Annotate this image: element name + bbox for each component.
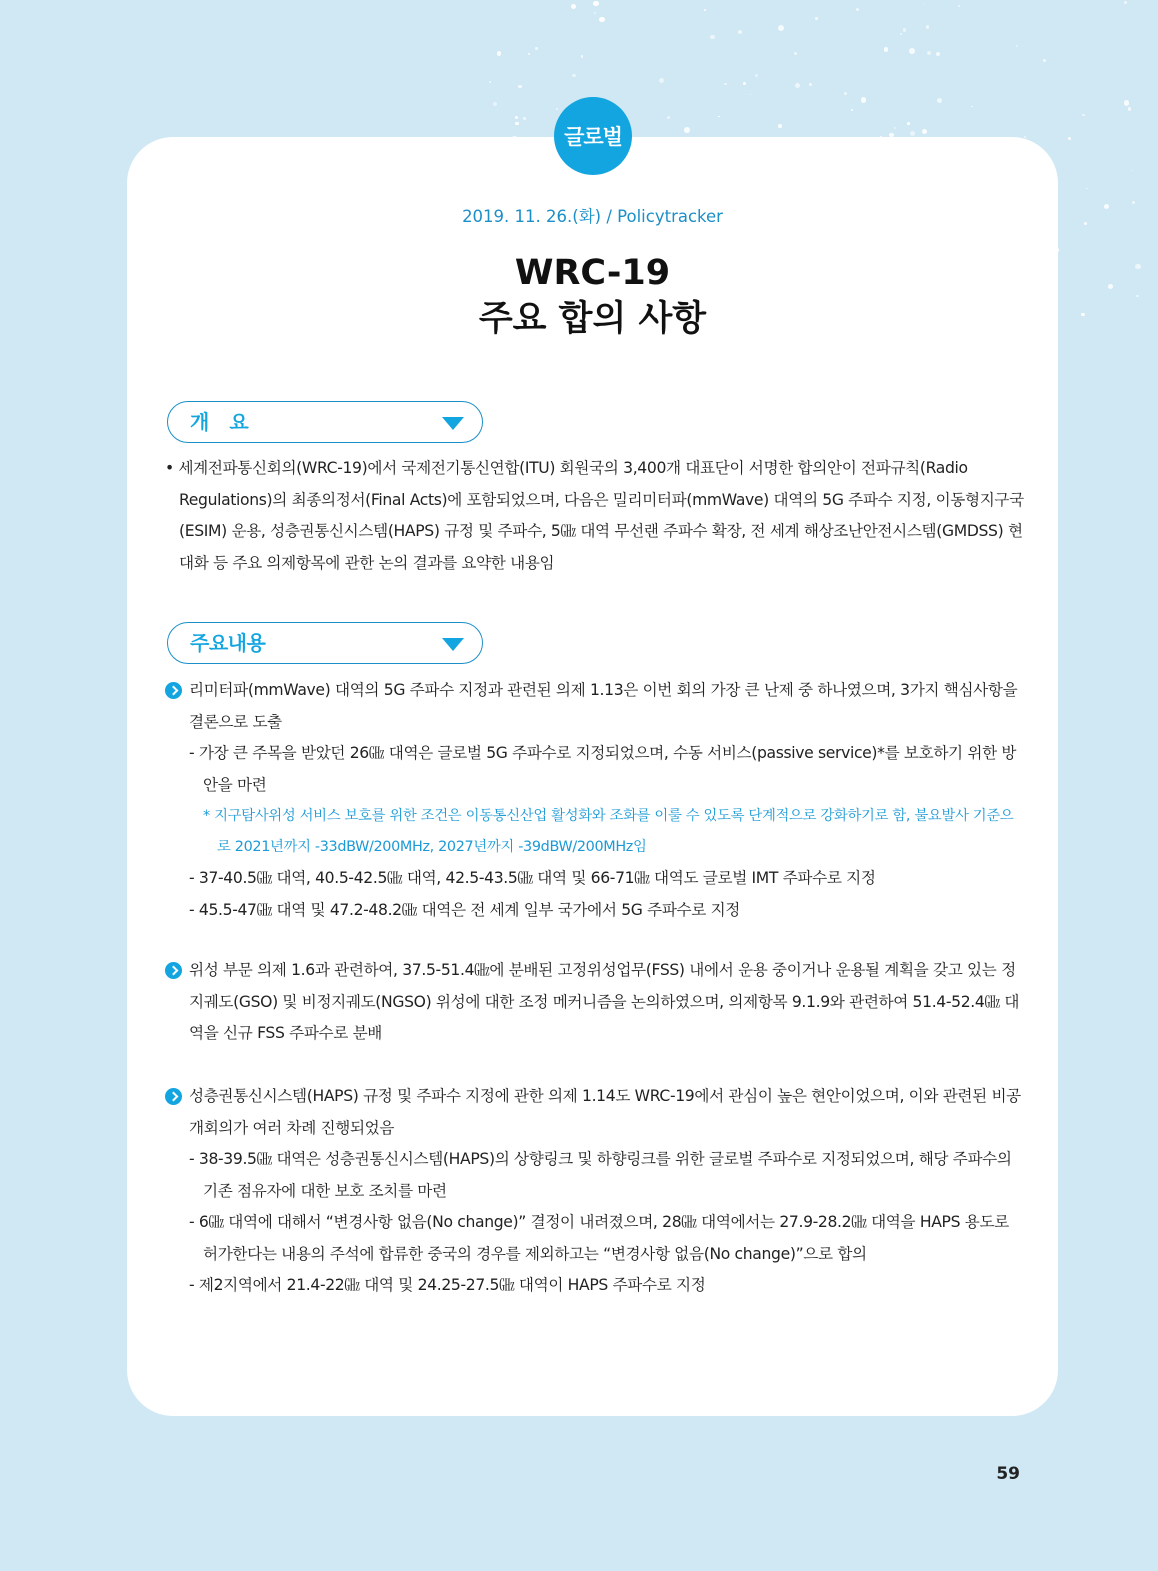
sparkle-dot xyxy=(1068,137,1071,140)
sparkle-dot xyxy=(1084,222,1087,225)
sparkle-dot xyxy=(755,74,758,77)
sparkle-dot xyxy=(750,94,752,96)
sparkle-dot xyxy=(515,122,519,126)
sub-item: - 38-39.5㎓ 대역은 성층권통신시스템(HAPS)의 상향링크 및 하향링크를 위한 글로벌 주파수로 지정되었으며, 해당 주파수의 기존 점유자에 대한 보호 조치를 마련 xyxy=(189,1150,1012,1200)
sub-item: - 37-40.5㎓ 대역, 40.5-42.5㎓ 대역, 42.5-43.5㎓ 대역 및 66-71㎓ 대역도 글로벌 IMT 주파수로 지정 xyxy=(189,869,876,887)
sparkle-dot xyxy=(718,116,720,118)
sparkle-dot xyxy=(900,33,902,35)
sparkle-dot xyxy=(667,116,670,119)
sparkle-dot xyxy=(844,92,847,95)
sparkle-dot xyxy=(910,131,915,136)
sparkle-dot xyxy=(1082,114,1085,117)
sparkle-dot xyxy=(743,82,746,85)
triangle-down-icon[interactable] xyxy=(442,417,464,430)
sparkle-dot xyxy=(1128,107,1131,110)
sparkle-dot xyxy=(851,109,853,111)
sparkle-dot xyxy=(528,53,530,55)
sparkle-dot xyxy=(936,52,940,56)
sparkle-dot xyxy=(659,78,664,83)
sparkle-dot xyxy=(594,12,596,14)
sparkle-dot xyxy=(1104,204,1109,209)
sparkle-dot xyxy=(1132,201,1135,204)
sparkle-dot xyxy=(861,97,866,102)
list-item xyxy=(165,1081,1025,1302)
sparkle-dot xyxy=(593,1,598,6)
sparkle-dot xyxy=(884,47,889,52)
sparkle-dot xyxy=(523,117,526,120)
sparkle-dot xyxy=(907,122,910,125)
sparkle-dot xyxy=(1131,170,1133,172)
sub-item: - 제2지역에서 21.4-22㎓ 대역 및 24.25-27.5㎓ 대역이 HAPS 주파수로 지정 xyxy=(189,1276,706,1294)
sparkle-dot xyxy=(778,124,782,128)
sparkle-dot xyxy=(1124,1,1127,4)
sparkle-dot xyxy=(518,85,522,89)
sparkle-dot xyxy=(497,51,502,56)
sparkle-dot xyxy=(1108,284,1113,289)
sparkle-dot xyxy=(971,106,973,108)
sub-item: - 가장 큰 주목을 받았던 26㎓ 대역은 글로벌 5G 주파수로 지정되었으며, 수동 서비스(passive service)*를 보호하기 위한 방안을 마련 xyxy=(189,744,1017,794)
main-content-heading: 주요내용 xyxy=(190,631,266,655)
sparkle-dot xyxy=(1086,188,1088,190)
category-badge: 글로벌 xyxy=(554,97,632,175)
sparkle-dot xyxy=(1124,100,1129,105)
sub-item: - 6㎓ 대역에 대해서 “변경사항 없음(No change)” 결정이 내려졌으며, 28㎓ 대역에서는 27.9-28.2㎓ 대역을 HAPS 용도로 허가한다는 내용의 주석에 합류한 중국의 경우를 제외하고는 “변경사항 없음(No change)”으로 합의 xyxy=(189,1213,1009,1263)
overview-heading: 개요 xyxy=(190,410,269,434)
sparkle-dot xyxy=(809,83,812,86)
sparkle-dot xyxy=(795,83,800,88)
title-line-2: 주요 합의 사항 xyxy=(478,299,707,339)
item-text: 리미터파(mmWave) 대역의 5G 주파수 지정과 관련된 의제 1.13은 이번 회의 가장 큰 난제 중 하나였으며, 3가지 핵심사항을 결론으로 도출 xyxy=(189,681,1018,731)
sparkle-dot xyxy=(489,81,491,83)
list-item xyxy=(165,955,1025,1050)
overview-section-header[interactable] xyxy=(167,401,483,443)
list-item xyxy=(165,675,1025,926)
sparkle-dot xyxy=(1081,313,1084,316)
sparkle-dot xyxy=(958,5,960,7)
sparkle-dot xyxy=(778,25,784,31)
sparkle-dot xyxy=(684,127,690,133)
main-content-section-header[interactable] xyxy=(167,622,483,664)
sparkle-dot xyxy=(515,116,518,119)
sparkle-dot xyxy=(922,129,927,134)
page-title xyxy=(127,250,1058,342)
footnote: * 지구탐사위성 서비스 보호를 위한 조건은 이동통신산업 활성화와 조화를 이룰 수 있도록 단계적으로 강화하기로 함, 불요발사 기준으로 2021년까지 -33dBW/200MHz, 2027년까지 -39dBW/200MHz임 xyxy=(203,808,1014,855)
sparkle-dot xyxy=(493,102,497,106)
sparkle-dot xyxy=(924,3,926,5)
sparkle-dot xyxy=(1135,264,1141,270)
item-text: 위성 부문 의제 1.6과 관련하여, 37.5-51.4㎓에 분배된 고정위성업무(FSS) 내에서 운용 중이거나 운용될 계획을 갖고 있는 정지궤도(GSO) 및 비정지궤도(NGSO) 위성에 대한 조정 메커니즘을 논의하였으며, 의제항목 9.1.9와 관련하여 51.4-52.4㎓ 대역을 신규 FSS 주파수로 분배 xyxy=(189,961,1020,1042)
sparkle-dot xyxy=(535,47,537,49)
sparkle-dot xyxy=(856,8,859,11)
sparkle-dot xyxy=(556,108,558,110)
sparkle-dot xyxy=(937,98,942,103)
sparkle-dot xyxy=(704,9,706,11)
sparkle-dot xyxy=(894,127,896,129)
item-text: 성층권통신시스템(HAPS) 규정 및 주파수 지정에 관한 의제 1.14도 WRC-19에서 관심이 높은 현안이었으며, 이와 관련된 비공개회의가 여러 차례 진행되었음 xyxy=(189,1087,1021,1137)
sparkle-dot xyxy=(794,52,798,56)
sparkle-dot xyxy=(1043,59,1046,62)
sparkle-dot xyxy=(571,4,576,9)
sparkle-dot xyxy=(581,55,584,58)
sparkle-dot xyxy=(926,25,930,29)
date-source: 2019. 11. 26.(화) / Policytracker xyxy=(462,207,723,226)
overview-text xyxy=(165,453,1025,579)
sparkle-dot xyxy=(1016,45,1018,47)
triangle-down-icon[interactable] xyxy=(442,638,464,651)
sparkle-dot xyxy=(710,35,715,40)
sparkle-dot xyxy=(1024,136,1026,138)
sparkle-dot xyxy=(909,48,915,54)
sub-item: - 45.5-47㎓ 대역 및 47.2-48.2㎓ 대역은 전 세계 일부 국가에서 5G 주파수로 지정 xyxy=(189,900,740,919)
sparkle-dot xyxy=(927,51,932,56)
sparkle-dot xyxy=(815,17,818,20)
sparkle-dot xyxy=(1136,295,1139,298)
sparkle-dot xyxy=(572,74,576,78)
sparkle-dot xyxy=(724,83,727,86)
sparkle-dot xyxy=(738,30,742,34)
overview-bullet: • 세계전파통신회의(WRC-19)에서 국제전기통신연합(ITU) 회원국의 3,400개 대표단이 서명한 합의안이 전파규칙(Radio Regulations)의 최종의정서(Final Acts)에 포함되었으며, 다음은 밀리미터파(mmWave) 대역의 5G 주파수 지정, 이동형지구국(ESIM) 운용, 성층권통신시스템(HAPS) 규정 및 주파수, 5㎓ 대역 무선랜 주파수 확장, 전 세계 해상조난안전시스템(GMDSS) 현대화 등 주요 의제항목에 관한 논의 결과를 요약한 내용임 xyxy=(165,459,1024,572)
page-number: 59 xyxy=(996,1464,1020,1484)
sparkle-dot xyxy=(599,17,605,23)
sparkle-dot xyxy=(903,28,906,31)
title-line-1: WRC-19 xyxy=(514,253,671,293)
